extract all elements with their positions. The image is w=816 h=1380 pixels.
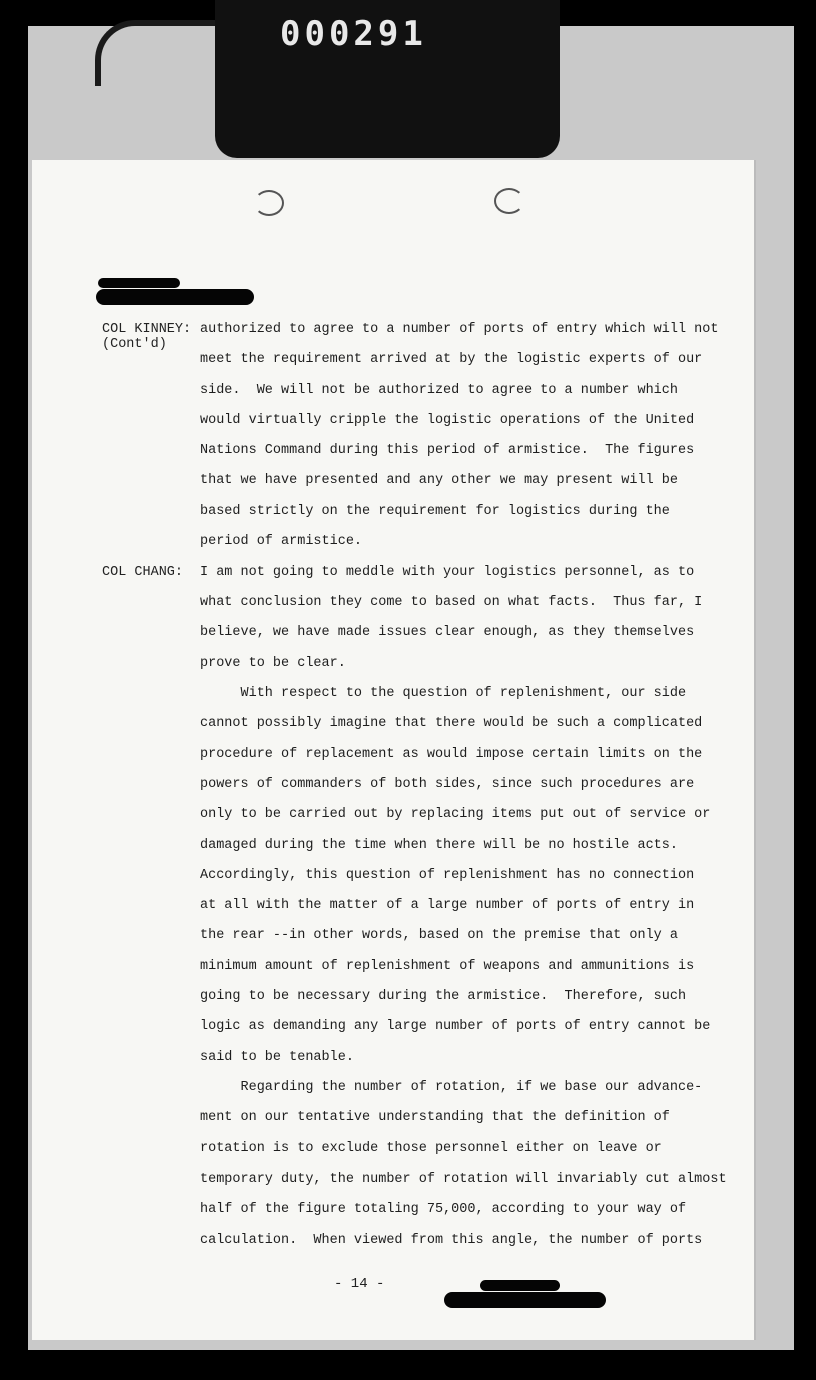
text-line: at all with the matter of a large number of ports of entry in bbox=[200, 898, 695, 913]
speaker-continued: (Cont'd) bbox=[102, 337, 167, 352]
text-line: believe, we have made issues clear enough, as they themselves bbox=[200, 625, 695, 640]
text-line: going to be necessary during the armistice. Therefore, such bbox=[200, 989, 687, 1004]
text-line: calculation. When viewed from this angle, the number of ports bbox=[200, 1233, 703, 1248]
text-line: powers of commanders of both sides, since such procedures are bbox=[200, 777, 695, 792]
redaction-mark bbox=[480, 1280, 560, 1291]
text-line: ment on our tentative understanding that the definition of bbox=[200, 1110, 670, 1125]
text-line: With respect to the question of replenishment, our side bbox=[200, 686, 687, 701]
redaction-mark bbox=[96, 289, 254, 305]
page-number: - 14 - bbox=[334, 1276, 385, 1292]
text-line: that we have presented and any other we may present will be bbox=[200, 473, 678, 488]
text-line: period of armistice. bbox=[200, 534, 363, 549]
speaker-label: COL KINNEY: bbox=[102, 322, 192, 337]
text-line: logic as demanding any large number of ports of entry cannot be bbox=[200, 1019, 711, 1034]
text-line: authorized to agree to a number of ports of entry which will not bbox=[200, 322, 719, 337]
punch-hole-right bbox=[494, 188, 524, 214]
punch-hole-left bbox=[254, 190, 284, 216]
speaker-label: COL CHANG: bbox=[102, 565, 184, 580]
text-line: prove to be clear. bbox=[200, 656, 346, 671]
text-line: Nations Command during this period of armistice. The figures bbox=[200, 443, 695, 458]
stamp-number: 000291 bbox=[280, 14, 427, 54]
text-line: rotation is to exclude those personnel either on leave or bbox=[200, 1141, 662, 1156]
text-line: Accordingly, this question of replenishment has no connection bbox=[200, 868, 695, 883]
redaction-mark bbox=[98, 278, 180, 288]
redaction-mark bbox=[444, 1292, 606, 1308]
text-line: only to be carried out by replacing items put out of service or bbox=[200, 807, 711, 822]
text-line: based strictly on the requirement for logistics during the bbox=[200, 504, 670, 519]
text-line: would virtually cripple the logistic operations of the United bbox=[200, 413, 695, 428]
text-line: cannot possibly imagine that there would be such a complicated bbox=[200, 716, 703, 731]
text-line: half of the figure totaling 75,000, according to your way of bbox=[200, 1202, 687, 1217]
text-line: the rear --in other words, based on the premise that only a bbox=[200, 928, 678, 943]
text-line: minimum amount of replenishment of weapons and ammunitions is bbox=[200, 959, 695, 974]
text-line: Regarding the number of rotation, if we base our advance- bbox=[200, 1080, 703, 1095]
text-line: meet the requirement arrived at by the logistic experts of our bbox=[200, 352, 703, 367]
text-line: temporary duty, the number of rotation will invariably cut almost bbox=[200, 1172, 727, 1187]
text-line: procedure of replacement as would impose certain limits on the bbox=[200, 747, 703, 762]
text-line: I am not going to meddle with your logistics personnel, as to bbox=[200, 565, 695, 580]
text-line: said to be tenable. bbox=[200, 1050, 354, 1065]
text-line: what conclusion they come to based on what facts. Thus far, I bbox=[200, 595, 703, 610]
text-line: side. We will not be authorized to agree to a number which bbox=[200, 383, 678, 398]
text-line: damaged during the time when there will be no hostile acts. bbox=[200, 838, 678, 853]
